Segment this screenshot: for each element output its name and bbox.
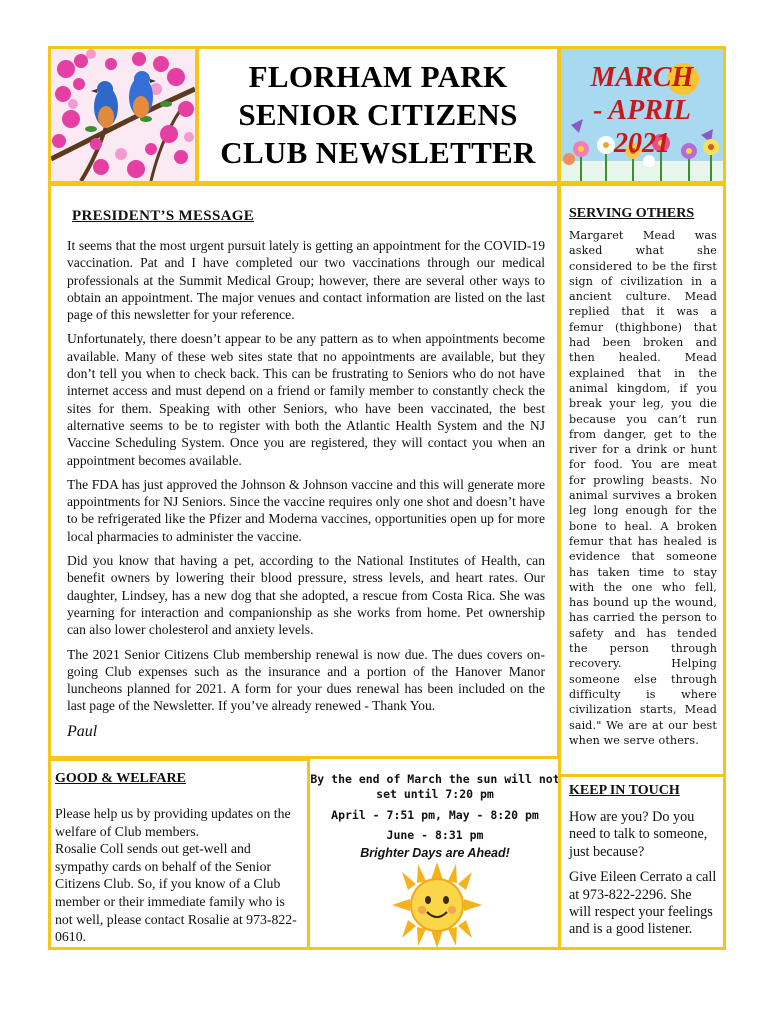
- date-line-3: 2021: [614, 128, 670, 159]
- logo-illustration-box: [48, 46, 198, 184]
- presidents-message-heading: PRESIDENT’S MESSAGE: [72, 208, 254, 224]
- president-signature: Paul: [67, 722, 98, 740]
- bluebirds-blossom-illustration: [51, 49, 195, 181]
- presidents-message-paragraph: The FDA has just approved the Johnson & Johnson vaccine and this will generate more appointments for NJ Seniors. Since the vaccine requires only one shot and doesn’t have to be refrigerated like the Pfizer and Moderna vaccines, opportunities open up for more local pharmacies to administer the vaccine.: [67, 476, 545, 544]
- sunset-times-section: [310, 758, 560, 950]
- presidents-message-paragraph: It seems that the most urgent pursuit lately is getting an appointment for the COVID-19 vaccination. Pat and I have completed our two vaccinations through our medical professionals at the Summit Medical Group; however, there are several other ways to obtain an appointment. The major venues and contact information are listed on the last page of this newsletter for your reference.: [67, 238, 545, 323]
- date-line-2: - APRIL: [593, 95, 691, 126]
- title-line-1: FLORHAM PARK: [248, 59, 508, 94]
- sunset-march-text: By the end of March the sun will not set until 7:20 pm: [310, 772, 560, 801]
- newsletter-title-box: [196, 46, 560, 184]
- brighter-days-tagline: Brighter Days are Ahead!: [360, 846, 510, 860]
- sunset-april-may-text: April - 7:51 pm, May - 8:20 pm: [331, 808, 539, 822]
- good-welfare-paragraph: Rosalie Coll sends out get-well and sympathy cards on behalf of the Senior Citizens Club. So, if you know of a Club member or their immediate family who is not well, please contact Rosalie at 973-822-0610.: [55, 841, 297, 945]
- presidents-message-paragraph: Unfortunately, there doesn’t appear to be any pattern as to when appointments become available. Many of these web sites state that no appointments are available, but they don’t tell you when to check back. This can be frustrating to Seniors who do not have internet access and must depend on a friend or family member to constantly check the sites for them. Speaking with other Seniors, who have been vaccinated, the best alternative seems to be to register with both the Atlantic Health System and the NJ Vaccine Scheduling System. Once you are registered, they will contact you when an appointment becomes available.: [67, 331, 545, 468]
- presidents-message-paragraph: The 2021 Senior Citizens Club membership renewal is now due. The dues covers on-going Club expenses such as the insurance and a portion of the Hanover Manor luncheons planned for 2021. A form for your dues renewal has been included on the last page of the Newsletter. If you’ve already renewed - Thank You.: [67, 646, 545, 714]
- good-welfare-section: [48, 758, 310, 950]
- sun-illustration: [382, 862, 492, 948]
- presidents-message-section: [48, 183, 560, 759]
- issue-date-box: [558, 46, 726, 184]
- good-welfare-paragraph: Please help us by providing updates on the welfare of Club members.: [55, 806, 291, 839]
- date-line-1: MARCH: [590, 62, 694, 93]
- keep-in-touch-heading: KEEP IN TOUCH: [569, 783, 680, 798]
- serving-others-text: Margaret Mead was asked what she considered to be the first sign of civilization in a ancient culture. Mead replied that it was a femur (thighbone) that had been broken and then healed. Mead explained that in the animal kingdom, if you break your leg, you die because you can’t run from danger, get to the river for a drink or hunt for food. You are meat for prowling beasts. No animal survives a broken leg long enough for the bone to heal. A broken femur that has healed is evidence that someone has taken time to stay with the one who fell, has bound up the wound, has carried the person to safety and has tended the person through recovery. Helping someone else through difficulty is where civilization starts, Mead said." We are at our best when we serve others.: [569, 229, 717, 747]
- serving-others-section: [558, 183, 726, 775]
- title-line-2: SENIOR CITIZENS: [238, 97, 518, 132]
- keep-in-touch-section: [558, 774, 726, 950]
- issue-date: [561, 61, 723, 160]
- keep-in-touch-paragraph: Give Eileen Cerrato a call at 973-822-2296. She will respect your feelings and is a good listener.: [569, 869, 717, 938]
- presidents-message-paragraph: Did you know that having a pet, according to the National Institutes of Health, can benefit owners by lowering their blood pressure, stress levels, and heart rates. Our daughter, Lindsey, has a new dog that she adopted, a rescue from Costa Rica. She was yearning for interaction and companionship as she works from home. Pet ownership can also lower cholesterol and anxiety levels.: [67, 553, 545, 638]
- good-welfare-heading: GOOD & WELFARE: [55, 771, 186, 786]
- title-line-3: CLUB NEWSLETTER: [220, 135, 536, 170]
- serving-others-heading: SERVING OTHERS: [569, 206, 695, 221]
- newsletter-title: [220, 58, 535, 172]
- keep-in-touch-paragraph: How are you? Do you need to talk to someone, just because?: [569, 809, 708, 860]
- sunset-june-text: June - 8:31 pm: [386, 828, 484, 842]
